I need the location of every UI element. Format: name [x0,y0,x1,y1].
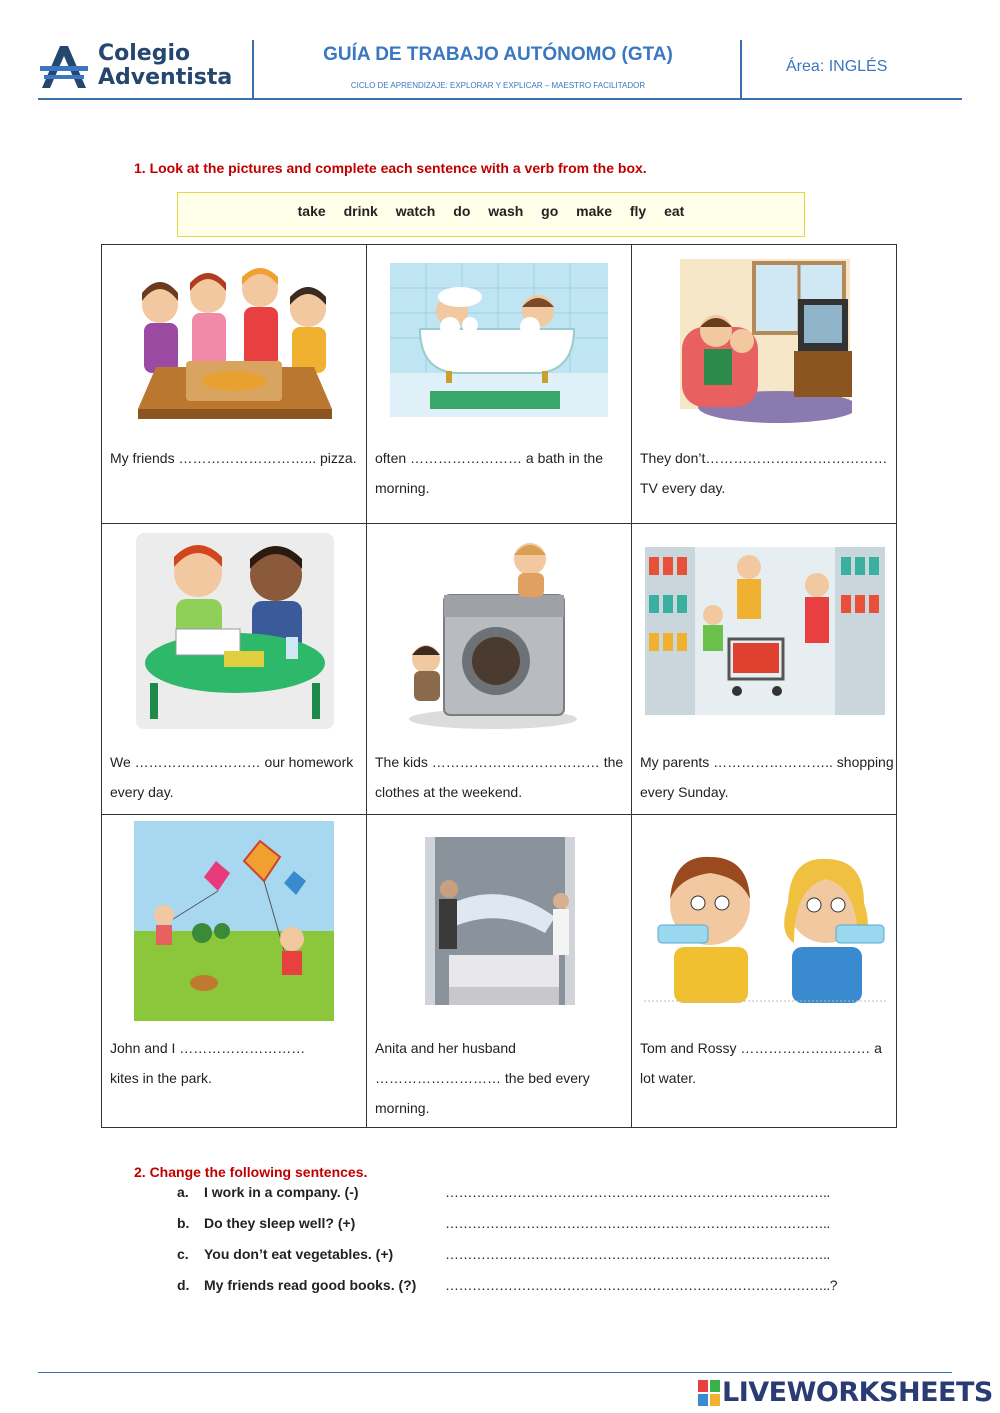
item-sentence: My friends read good books. (?) [204,1277,417,1293]
sentence-line: clothes at the weekend. [375,784,523,800]
grid-divider [631,245,632,1127]
verb-word: make [576,203,612,219]
header-divider-right [740,40,742,98]
picture-grid [101,244,897,1128]
sentence-line: morning. [375,1100,430,1116]
item-letter: a. [177,1184,189,1200]
picture-family-supermarket [645,547,885,715]
verb-word: wash [488,203,524,219]
verb-word: go [541,203,559,219]
sentence-line: morning. [375,480,430,496]
school-logo [38,42,250,92]
footer-rule [38,1372,952,1373]
grid-divider [102,523,896,524]
answer-field[interactable]: …………………………………………………………………………..? [445,1277,838,1293]
sentence-line: often …………………… a bath in the [375,450,603,466]
picture-kids-flying-kites [134,821,334,1021]
sentence-line: My friends ………………………... pizza. [110,450,357,466]
picture-kids-washing-machine [404,535,582,731]
item-letter: d. [177,1277,190,1293]
subject-area: Área: INGLÉS [786,58,888,75]
list-item [177,1246,830,1277]
answer-field[interactable]: ………………………………………………………………………….. [445,1215,830,1231]
picture-kids-in-bathtub [390,263,608,417]
picture-couple-making-bed [425,837,575,1005]
page-header [38,38,962,100]
sentence-line: TV every day. [640,480,726,496]
list-item [177,1277,838,1308]
grid-divider [366,245,367,1127]
sentence-line: every day. [110,784,174,800]
verb-word: do [453,203,471,219]
sentence-line: We ……………………… our homework [110,754,354,770]
sentence-line: Anita and her husband [375,1040,516,1056]
picture-family-watching-tv [678,257,852,429]
sentence-line: They don’t………………………………… [640,450,888,466]
header-divider-left [252,40,254,98]
page-subtitle: CICLO DE APRENDIZAJE: EXPLORAR Y EXPLICAR – MAESTRO FACILITADOR [350,81,646,90]
exercise2-heading: 2. Change the following sentences. [134,1164,368,1180]
sentence-line: ……………………… the bed every [375,1070,590,1086]
verb-word: drink [343,203,378,219]
list-item [177,1215,830,1246]
list-item [177,1184,830,1215]
verb-word: take [297,203,326,219]
item-letter: c. [177,1246,189,1262]
sentence-line: John and I ……………………… [110,1040,306,1056]
sentence-line: My parents …………………….. shopping [640,754,894,770]
sentence-line: lot water. [640,1070,697,1086]
item-sentence: I work in a company. (-) [204,1184,359,1200]
exercise1-heading: 1. Look at the pictures and complete each sentence with a verb from the box. [134,160,647,176]
liveworksheets-brand[interactable]: LIVEWORKSHEETS [722,1377,993,1408]
picture-kids-doing-homework [136,533,334,729]
header-rule [38,98,962,100]
sentence-line: kites in the park. [110,1070,212,1086]
exercise2-list [177,1184,838,1308]
item-letter: b. [177,1215,190,1231]
grid-divider [102,814,896,815]
verb-box [177,192,805,237]
verb-word: fly [629,203,647,219]
answer-field[interactable]: ………………………………………………………………………….. [445,1184,830,1200]
item-sentence: Do they sleep well? (+) [204,1215,356,1231]
sentence-line: The kids ……………………………… the [375,754,624,770]
page-title: GUÍA DE TRABAJO AUTÓNOMO (GTA) [323,44,673,65]
liveworksheets-logo-icon [698,1378,722,1408]
sentence-line: every Sunday. [640,784,729,800]
picture-children-eating-pizza [136,257,334,427]
school-logo-icon [38,44,90,90]
logo-line2: Adventista [98,65,233,90]
verb-word: watch [395,203,436,219]
logo-line1: Colegio [98,41,191,66]
picture-kids-drinking-water [644,843,888,1003]
verb-word: eat [664,203,685,219]
item-sentence: You don’t eat vegetables. (+) [204,1246,394,1262]
answer-field[interactable]: ………………………………………………………………………….. [445,1246,830,1262]
sentence-line: Tom and Rossy ……………….……… a [640,1040,882,1056]
